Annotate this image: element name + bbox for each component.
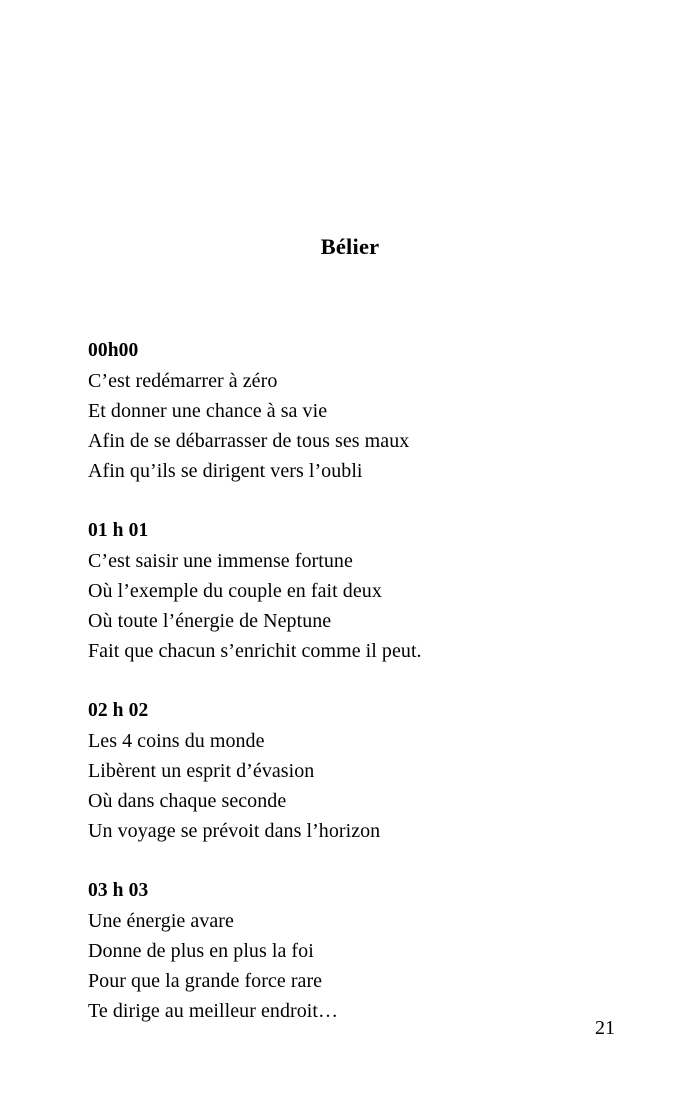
verse-line: Afin de se débarrasser de tous ses maux (88, 430, 410, 452)
page-title: Bélier (320, 234, 380, 260)
verse-line: Afin qu’ils se dirigent vers l’oubli (88, 460, 363, 482)
stanza-heading: 02 h 02 (88, 700, 149, 721)
stanza (88, 516, 648, 666)
verse-line: C’est saisir une immense fortune (88, 550, 353, 572)
verse-line: Et donner une chance à sa vie (88, 400, 328, 422)
verse-line: Où dans chaque seconde (88, 790, 287, 812)
stanza (88, 696, 648, 846)
page-number: 21 (595, 1017, 615, 1039)
verse-line: Les 4 coins du monde (88, 730, 265, 752)
stanza (88, 876, 648, 1026)
verse-line: Donne de plus en plus la foi (88, 940, 314, 962)
verse-line: Où toute l’énergie de Neptune (88, 610, 332, 632)
poem-body (88, 336, 648, 1026)
verse-line: Une énergie avare (88, 910, 234, 932)
stanza (88, 336, 648, 486)
verse-line: Libèrent un esprit d’évasion (88, 760, 315, 782)
stanza-heading: 00h00 (88, 340, 139, 361)
verse-line: Un voyage se prévoit dans l’horizon (88, 820, 381, 842)
verse-line: Fait que chacun s’enrichit comme il peut. (88, 640, 422, 662)
verse-line: Pour que la grande force rare (88, 970, 323, 992)
verse-line: Où l’exemple du couple en fait deux (88, 580, 382, 602)
verse-line: C’est redémarrer à zéro (88, 370, 278, 392)
verse-line: Te dirige au meilleur endroit… (88, 1000, 339, 1022)
stanza-heading: 03 h 03 (88, 880, 149, 901)
stanza-heading: 01 h 01 (88, 520, 149, 541)
